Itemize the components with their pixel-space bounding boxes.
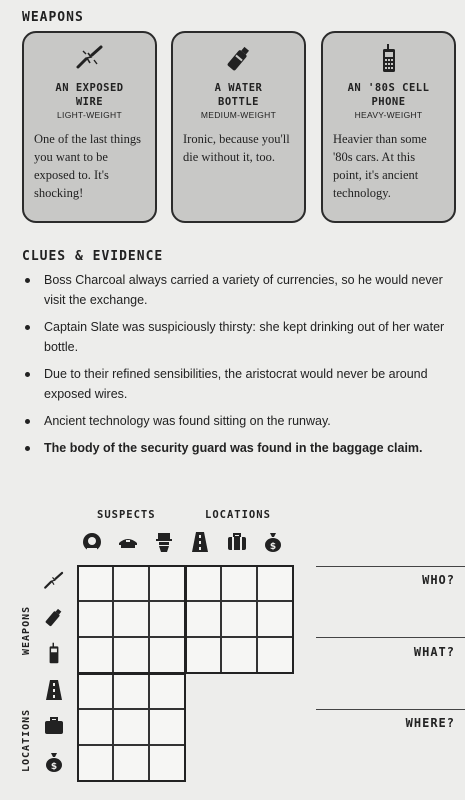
clue-item: Boss Charcoal always carried a variety of currencies, so he would never visit the exchange.	[22, 270, 452, 310]
grid-cell-weapon-2-1[interactable]	[113, 637, 149, 673]
weapon-card-exposed-wire	[22, 31, 157, 223]
exchange-money-bag-icon	[262, 531, 284, 553]
grid-cell-weapon-0-2[interactable]	[149, 565, 185, 601]
grid-cell-location-2-0[interactable]	[77, 745, 113, 781]
weapon-description: One of the last things you want to be exposed to. It's shocking!	[34, 132, 141, 200]
weapon-card-cell-phone	[321, 31, 456, 223]
where-label: WHERE?	[405, 716, 455, 730]
weapons-row-label: WEAPONS	[21, 605, 32, 655]
weapon-card-water-bottle	[171, 31, 306, 223]
grid-cell-weapon-2-4[interactable]	[221, 637, 257, 673]
weapon-title: AN EXPOSED WIRE	[55, 82, 124, 108]
exposed-wire-icon	[43, 570, 65, 592]
who-label: WHO?	[422, 573, 455, 587]
clue-item: Ancient technology was found sitting on the runway.	[22, 411, 452, 431]
grid-cell-weapon-0-1[interactable]	[113, 565, 149, 601]
security-guard-icon	[81, 531, 103, 553]
clue-item: Captain Slate was suspiciously thirsty: she kept drinking out of her water bottle.	[22, 317, 452, 357]
locations-label: LOCATIONS	[205, 509, 271, 521]
clue-item-key: The body of the security guard was found in the baggage claim.	[22, 438, 452, 458]
grid-cell-weapon-0-5[interactable]	[257, 565, 293, 601]
weapon-title: A WATER BOTTLE	[214, 82, 263, 108]
grid-cell-weapon-2-5[interactable]	[257, 637, 293, 673]
grid-cell-weapon-0-0[interactable]	[77, 565, 113, 601]
grid-cell-location-2-2[interactable]	[149, 745, 185, 781]
suspects-label: SUSPECTS	[97, 509, 156, 521]
cell-phone-icon	[333, 41, 444, 75]
grid-cell-location-1-0[interactable]	[77, 709, 113, 745]
grid-cell-weapon-2-2[interactable]	[149, 637, 185, 673]
captain-hat-icon	[117, 531, 139, 553]
weapon-description: Ironic, because you'll die without it, too.	[183, 132, 290, 164]
grid-cell-weapon-1-4[interactable]	[221, 601, 257, 637]
exposed-wire-icon	[34, 41, 145, 75]
clue-item: Due to their refined sensibilities, the aristocrat would never be around exposed wires.	[22, 364, 452, 404]
grid-cell-location-0-1[interactable]	[113, 673, 149, 709]
weapon-description: Heavier than some '80s cars. At this point, it's ancient technology.	[333, 132, 427, 200]
grid-cell-location-0-0[interactable]	[77, 673, 113, 709]
weapon-title: AN '80S CELL PHONE	[347, 82, 430, 108]
grid-cell-location-1-2[interactable]	[149, 709, 185, 745]
answer-line	[316, 637, 465, 638]
grid-cell-weapon-2-0[interactable]	[77, 637, 113, 673]
grid-cell-weapon-1-2[interactable]	[149, 601, 185, 637]
runway-icon	[43, 679, 65, 701]
svg-text:$: $	[269, 542, 277, 552]
svg-text:$: $	[50, 762, 58, 772]
aristocrat-icon	[153, 531, 175, 553]
grid-cell-weapon-0-4[interactable]	[221, 565, 257, 601]
water-bottle-icon	[43, 606, 65, 628]
exchange-money-bag-icon	[43, 751, 65, 773]
runway-icon	[189, 531, 211, 553]
grid-cell-weapon-1-3[interactable]	[185, 601, 221, 637]
locations-row-label: LOCATIONS	[21, 708, 32, 772]
answer-line	[316, 566, 465, 567]
weapon-weight: LIGHT-WEIGHT	[57, 110, 122, 120]
grid-cell-weapon-1-0[interactable]	[77, 601, 113, 637]
grid-cell-weapon-2-3[interactable]	[185, 637, 221, 673]
answer-line	[316, 709, 465, 710]
cell-phone-icon	[43, 642, 65, 664]
water-bottle-icon	[183, 41, 294, 75]
weapon-weight: MEDIUM-WEIGHT	[200, 110, 277, 120]
what-label: WHAT?	[413, 645, 455, 659]
baggage-claim-icon	[43, 715, 65, 737]
grid-cell-weapon-1-1[interactable]	[113, 601, 149, 637]
grid-cell-weapon-0-3[interactable]	[185, 565, 221, 601]
weapons-heading: WEAPONS	[22, 10, 84, 25]
grid-cell-location-1-1[interactable]	[113, 709, 149, 745]
weapon-weight: HEAVY-WEIGHT	[354, 110, 423, 120]
grid-cell-location-2-1[interactable]	[113, 745, 149, 781]
baggage-claim-icon	[226, 531, 248, 553]
grid-cell-weapon-1-5[interactable]	[257, 601, 293, 637]
clues-list	[22, 270, 452, 465]
clues-heading: CLUES & EVIDENCE	[22, 249, 164, 264]
grid-cell-location-0-2[interactable]	[149, 673, 185, 709]
